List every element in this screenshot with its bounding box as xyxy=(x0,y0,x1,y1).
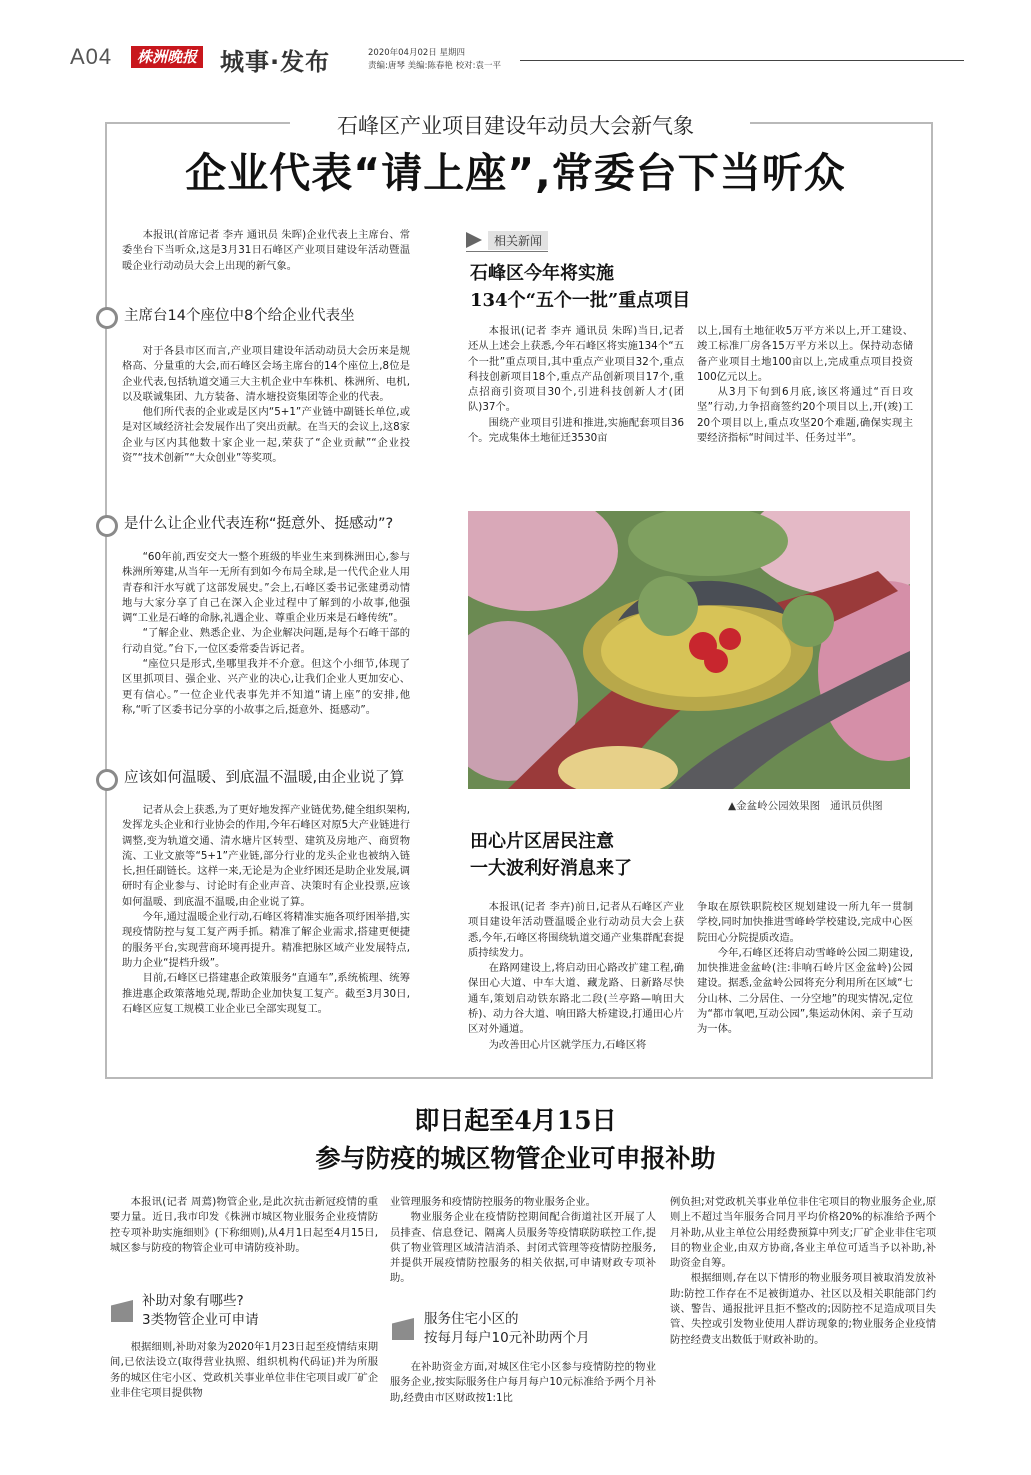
paragraph: 本报讯(记者 李卉)前日,记者从石峰区产业项目建设年活动暨温暖企业行动动员大会上获悉,今年,石峰区将围绕轨道交通产业集群配套提质持续发力。 xyxy=(468,901,684,959)
box2-line2: 按每月每户10元补助两个月 xyxy=(424,1330,590,1346)
paragraph: 围绕产业项目引进和推进,实施配套项目36个。完成集体土地征迁3530亩 xyxy=(468,416,684,445)
paragraph: 目前,石峰区已搭建惠企政策服务“直通车”,系统梳理、统筹推进惠企政策落地兑现,帮助企业加快复工复产。截至3月30日,石峰区应复工规模工业企业已全部实现复工。 xyxy=(122,972,410,1015)
story1-headline-line2: 134个“五个一批”重点项目 xyxy=(470,290,691,311)
section-title: 城事·发布 xyxy=(220,48,331,76)
editor-credits: 责编:唐琴 美编:陈春艳 校对:袁一平 xyxy=(368,61,501,71)
paragraph: 他们所代表的企业或是区内“5+1”产业链中副链长单位,或是对区域经济社会发展作出了突出贡献。在当天的会议上,这8家企业与区内其他数十家企业一起,荣获了“企业贡献”“企业投资”“技术创新”“大众创业”等奖项。 xyxy=(122,406,410,465)
issue-date: 2020年04月02日 星期四 xyxy=(368,48,465,58)
box2-line1: 服务住宅小区的 xyxy=(424,1311,519,1327)
section-bullet-icon xyxy=(96,515,118,537)
story1-col2 xyxy=(697,324,913,446)
paragraph: 今年,通过温暖企业行动,石峰区将精准实施各项纾困举措,实现疫情防控与复工复产两手抓。精准了解企业需求,搭建更便捷的服务平台,实现营商环境再提升。精准把脉区域产业发展特点,助力企业“提档升级”。 xyxy=(122,911,410,969)
lead-section-3-title: 应该如何温暖、到底温不温暖,由企业说了算 xyxy=(124,770,405,786)
park-rendering-image xyxy=(468,511,910,789)
story2-headline xyxy=(470,828,632,882)
story1-headline xyxy=(470,260,690,314)
paragraph: 例负担;对党政机关事业单位非住宅项目的物业服务企业,原则上不超过当年服务合同月平均价格20%的标准给予两个月补助,从业主单位公用经费预算中列支;厂矿企业非住宅项目的物业企业,由双方协商,各业主单位可适当予以补助,补助资金自筹。 xyxy=(670,1196,936,1270)
lead-headline: 企业代表“请上座”,常委台下当听众 xyxy=(185,149,846,197)
story1-headline-line1: 石峰区今年将实施 xyxy=(470,263,614,284)
lead-section-2-title: 是什么让企业代表连称“挺意外、挺感动”? xyxy=(124,516,394,532)
subsidy-col1-rest xyxy=(110,1340,378,1401)
story1-col1 xyxy=(468,324,684,446)
box1-line1: 补助对象有哪些? xyxy=(142,1293,244,1309)
lead-kicker: 石峰区产业项目建设年动员大会新气象 xyxy=(337,114,694,138)
paragraph: 本报讯(记者 李卉 通讯员 朱晖)当日,记者还从上述会上获悉,今年石峰区将实施134个“五个一批”重点项目,其中重点产业项目32个,重点科技创新项目18个,重点产品创新项目17个,重点招商引资项目30个,引进科技创新人才(团队)37个。 xyxy=(468,325,684,414)
paragraph: 今年,石峰区还将启动雪峰岭公园二期建设,加快推进金盆岭(注:非响石岭片区金盆岭)公园建设。据悉,金盆岭公园将充分利用所在区域“七分山林、二分居住、一分空地”的现实情况,定位为“都市氧吧,互动公园”,集运动休闲、亲子互动为一体。 xyxy=(697,946,913,1036)
lead-intro: 本报讯(首席记者 李卉 通讯员 朱晖)企业代表上主席台、常委坐台下当听众,这是3月31日石峰区产业项目建设年活动暨温暖企业行动动员大会上出现的新气象。 xyxy=(122,229,410,272)
paragraph: “了解企业、熟悉企业、为企业解决问题,是每个石峰干部的行动自觉。”台下,一位区委常委告诉记者。 xyxy=(122,627,410,655)
paragraph: 物业服务企业在疫情防控期间配合街道社区开展了人员排查、信息登记、隔离人员服务等疫情联防联控工作,提供了物业管理区域清洁消杀、封闭式管理等疫情防控服务,并提供开展疫情防控服务的相关依据,可申请财政专项补助。 xyxy=(390,1211,656,1285)
paragraph: 为改善田心片区就学压力,石峰区将 xyxy=(488,1038,647,1051)
page-number: A04 xyxy=(70,44,113,69)
paragraph: 在补助资金方面,对城区住宅小区参与疫情防控的物业服务企业,按实际服务住户每月每户10元标准给予两个月补助,经费由市区财政按1:1比 xyxy=(390,1361,656,1404)
paragraph: 在路网建设上,将启动田心路改扩建工程,确保田心大道、中车大道、藏龙路、日新路尽快通车,策划启动铁东路北二段(兰亭路—响田大桥)、动力谷大道、响田路大桥建设,打通田心片区对外通道。 xyxy=(468,962,684,1036)
paragraph: 业管理服务和疫情防控服务的物业服务企业。 xyxy=(390,1196,596,1208)
paragraph: 对于各县市区而言,产业项目建设年活动动员大会历来是规格高、分量重的大会,而石峰区会场主席台的14个座位上,8位是企业代表,包括轨道交通三大主机企业中车株机、株洲所、电机,以及联诚集团、九方装备、清水塘投资集团等企业的代表。 xyxy=(122,345,410,403)
paragraph: 以上,国有土地征收5万平方米以上,开工建设、竣工标准厂房各15万平方米以上。保持动态储备产业项目土地100亩以上,完成重点项目投资100亿元以上。 xyxy=(697,325,913,383)
subhead-box-icon xyxy=(392,1318,414,1340)
paragraph: 根据细则,存在以下情形的物业服务项目被取消发放补助:防控工作存在不足被街道办、社区以及相关职能部门约谈、警告、通报批评且拒不整改的;因防控不足造成项目失管、失控或引发物业使用人群访现象的;物业服务企业疫情防控经费支出数低于财政补助的。 xyxy=(670,1272,936,1346)
paragraph: “座位只是形式,坐哪里我并不介意。但这个小细节,体现了区里抓项目、强企业、兴产业的决心,让我们企业人更加安心、更有信心。”一位企业代表事先并不知道“请上座”的安排,他称,“听了区委书记分享的小故事之后,挺意外、挺感动”。 xyxy=(122,658,410,716)
subsidy-headline-line1: 即日起至4月15日 xyxy=(414,1106,617,1135)
subsidy-headline-line2: 参与防疫的城区物管企业可申报补助 xyxy=(315,1144,716,1173)
story2-col1 xyxy=(468,900,684,1053)
paragraph: 从3月下旬到6月底,该区将通过“百日攻坚”行动,力争招商签约20个项目以上,开(竣)工20个项目以上,重点攻坚20个难题,确保实现主要经济指标“时间过半、任务过半”。 xyxy=(697,386,913,445)
masthead xyxy=(0,0,1031,80)
park-illustration xyxy=(468,511,910,789)
subsidy-col2 xyxy=(390,1195,656,1287)
paragraph: 争取在原铁职院校区规划建设一所九年一贯制学校,同时加快推进雪峰岭学校建设,完成中心医院田心分院提质改造。 xyxy=(697,901,913,944)
subsidy-col1 xyxy=(110,1195,378,1256)
related-tag-rule xyxy=(466,251,548,252)
lead-section-1-title: 主席台14个座位中8个给企业代表坐 xyxy=(124,308,355,324)
lead-left-column xyxy=(122,228,410,274)
subsidy-headline xyxy=(0,1102,1031,1178)
related-tag-label: 相关新闻 xyxy=(488,231,548,250)
subsidy-col2-rest xyxy=(390,1360,656,1406)
box1-line2: 3类物管企业可申请 xyxy=(142,1312,259,1328)
subsidy-box1 xyxy=(142,1292,259,1330)
subhead-box-icon xyxy=(111,1300,133,1322)
paragraph: 根据细则,补助对象为2020年1月23日起至疫情结束期间,已依法设立(取得营业执照、组织机构代码证)并为所服务的城区住宅小区、党政机关事业单位非住宅项目或厂矿企业非住宅项目提供物 xyxy=(110,1341,378,1399)
paragraph: 记者从会上获悉,为了更好地发挥产业链优势,健全组织架构,发挥龙头企业和行业协会的作用,今年石峰区对原5大产业链进行调整,变为轨道交通、清水塘片区转型、建筑及房地产、商贸物流、工业文旅等“5+1”产业链,部分行业的龙头企业也被纳入链长,担任副链长。这样一来,无论是为企业纾困还是助企业发展,调研时有企业参与、讨论时有企业声音、决策时有企业投票,应该如何温暖、到底温不温暖,由企业说了算。 xyxy=(122,804,410,908)
lead-section-2-body xyxy=(122,550,410,718)
story2-col2 xyxy=(697,900,913,1038)
story2-headline-line1: 田心片区居民注意 xyxy=(470,831,614,852)
photo-caption: ▲金盆岭公园效果图 通讯员供图 xyxy=(728,800,883,812)
subsidy-col3 xyxy=(670,1195,936,1348)
paragraph: “60年前,西安交大一整个班级的毕业生来到株洲田心,参与株洲所筹建,从当年一无所有到如今布局全球,是一代代企业人用青春和汗水写就了这部发展史。”会上,石峰区委书记张建勇动情地与大家分享了自己在深入企业过程中了解到的小故事,他强调“工业是石峰的命脉,礼遇企业、尊重企业历来是石峰传统”。 xyxy=(122,551,410,625)
paper-logo: 株洲晚报 xyxy=(131,46,203,68)
section-bullet-icon xyxy=(96,307,118,329)
lead-section-3-body xyxy=(122,803,410,1017)
subsidy-intro: 本报讯(记者 周蔫)物管企业,是此次抗击新冠疫情的重要力量。近日,我市印发《株洲市城区物业服务企业疫情防控专项补助实施细则》(下称细则),从4月1日起至4月15日,城区参与防疫的物管企业可申请防疫补助。 xyxy=(110,1196,378,1254)
section-bullet-icon xyxy=(96,769,118,791)
header-rule xyxy=(520,60,964,61)
story2-headline-line2: 一大波利好消息来了 xyxy=(470,858,632,879)
lead-section-1-body xyxy=(122,344,410,466)
subsidy-box2 xyxy=(424,1310,590,1348)
